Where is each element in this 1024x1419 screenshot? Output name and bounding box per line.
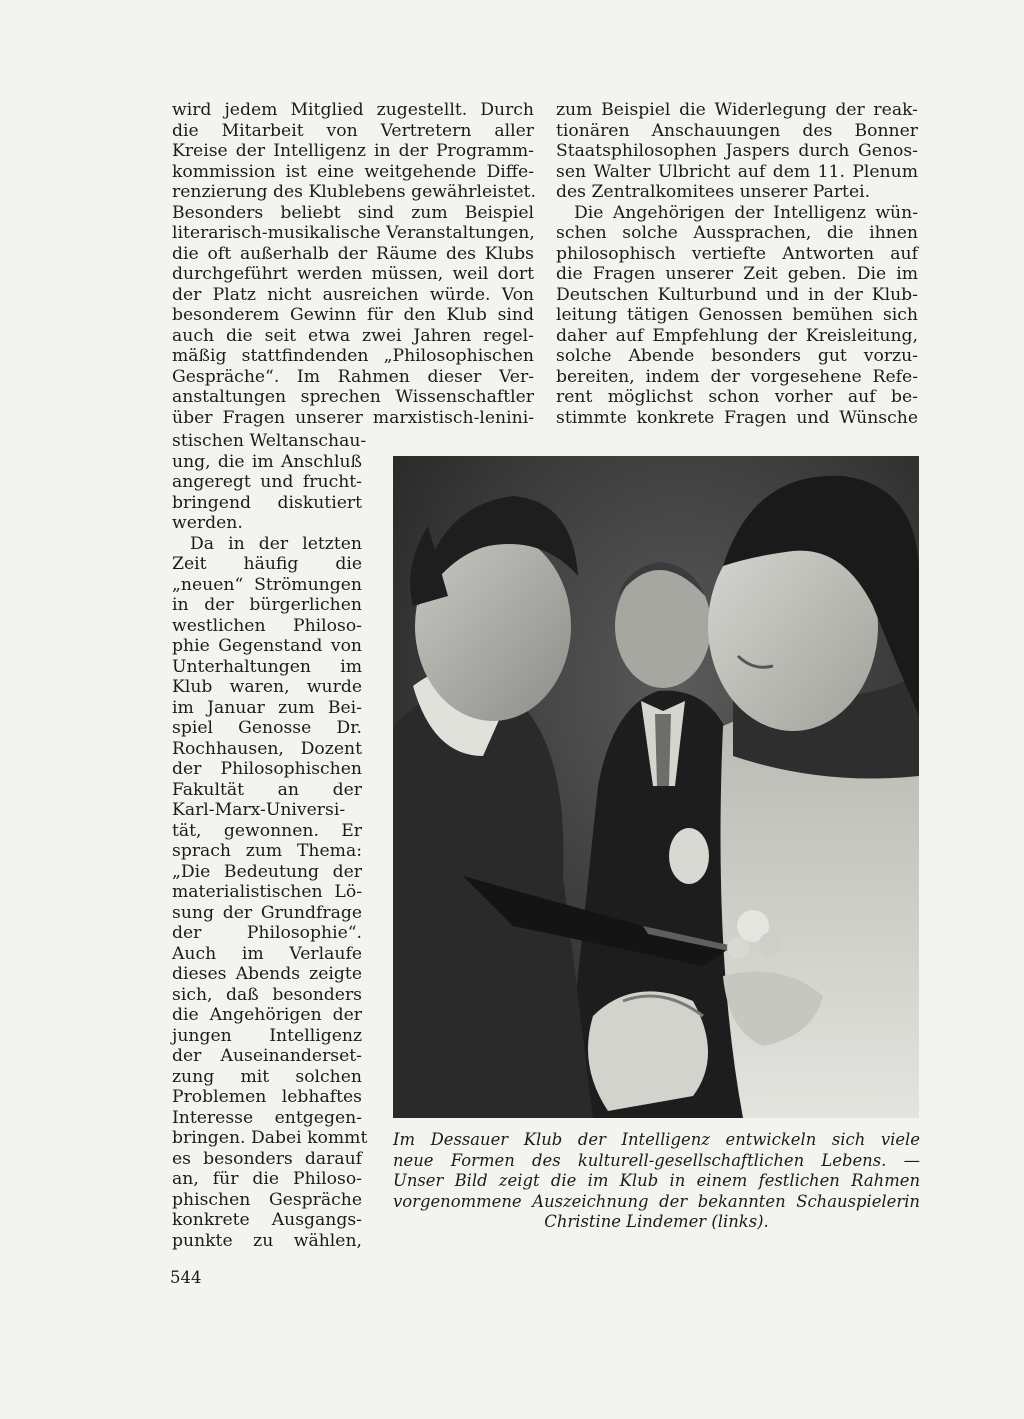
text-line: die Mitarbeit von Vertretern aller <box>172 120 534 141</box>
text-line: werden. <box>172 513 243 533</box>
text-line: solche Abende besonders gut vorzu- <box>556 346 918 366</box>
text-line: Zeit häufig die <box>172 554 362 574</box>
text-line: der Platz nicht ausreichen würde. Von <box>172 284 534 305</box>
text-line: punkte zu wählen, <box>172 1230 362 1251</box>
text-line: ung, die im Anschluß <box>172 451 362 472</box>
text-line: stischen Weltanschau- <box>172 431 367 451</box>
text-line: auch die seit etwa zwei Jahren regel- <box>172 325 534 346</box>
text-line: Gespräche“. Im Rahmen dieser Ver- <box>172 366 534 387</box>
text-line: Die Angehörigen der Intelligenz wün- <box>574 202 918 223</box>
text-line: die Fragen unserer Zeit geben. Die im <box>556 264 918 284</box>
text-line: Fakultät an der <box>172 779 362 800</box>
text-line: mäßig stattfindenden „Philosophischen <box>172 346 534 366</box>
left-column-text <box>172 100 534 428</box>
text-line: tät, gewonnen. Er <box>172 820 362 841</box>
text-line: sich, daß besonders <box>172 984 362 1005</box>
text-line: phischen Gespräche <box>172 1189 362 1210</box>
text-line: tionären Anschauungen des Bonner <box>556 120 918 141</box>
text-line: der Philosophischen <box>172 759 362 779</box>
text-line: leitung tätigen Genossen bemühen sich <box>556 305 918 325</box>
text-line: dieses Abends zeigte <box>172 964 362 984</box>
text-line: angeregt und frucht- <box>172 472 362 492</box>
left-narrow-column-text <box>172 431 368 1251</box>
text-line: phie Gegenstand von <box>172 636 362 656</box>
text-line: sung der Grundfrage <box>172 902 362 923</box>
text-line: über Fragen unserer marxistisch-lenini- <box>172 407 534 428</box>
text-line: die Angehörigen der <box>172 1005 362 1025</box>
text-line: in der bürgerlichen <box>172 595 362 615</box>
text-line: besonderem Gewinn für den Klub sind <box>172 305 534 325</box>
text-line: zum Beispiel die Widerlegung der reak- <box>556 100 918 120</box>
text-line: wird jedem Mitglied zugestellt. Durch <box>172 100 534 120</box>
text-line: Deutschen Kulturbund und in der Klub- <box>556 284 918 305</box>
text-line: sprach zum Thema: <box>172 841 362 861</box>
text-line: Interesse entgegen- <box>172 1107 362 1128</box>
text-line: Unterhaltungen im <box>172 656 362 677</box>
award-photo <box>393 456 919 1118</box>
text-line: „neuen“ Strömungen <box>172 574 362 595</box>
caption-line: Christine Lindemer (links). <box>544 1212 769 1231</box>
text-line: bringen. Dabei kommt <box>172 1128 368 1148</box>
text-line: literarisch-musikalische Veranstaltungen, <box>172 223 535 243</box>
right-column-text <box>556 100 918 428</box>
text-line: die oft außerhalb der Räume des Klubs <box>172 243 534 264</box>
text-line: bringend diskutiert <box>172 492 362 513</box>
text-line: Rochhausen, Dozent <box>172 738 362 759</box>
text-line: Klub waren, wurde <box>172 677 362 697</box>
caption-line: Unser Bild zeigt die im Klub in einem festlichen Rahmen <box>393 1171 920 1190</box>
text-line: renzierung des Klublebens gewährleistet. <box>172 182 536 202</box>
text-line: anstaltungen sprechen Wissenschaftler <box>172 387 534 407</box>
text-line: durchgeführt werden müssen, weil dort <box>172 264 534 284</box>
text-line: stimmte konkrete Fragen und Wünsche <box>556 407 918 428</box>
text-line: der Auseinanderset- <box>172 1046 362 1066</box>
text-line: kommission ist eine weitgehende Diffe- <box>172 161 534 182</box>
text-line: spiel Genosse Dr. <box>172 718 362 738</box>
text-line: Auch im Verlaufe <box>172 943 362 964</box>
text-line: des Zentralkomitees unserer Partei. <box>556 182 871 202</box>
text-line: konkrete Ausgangs- <box>172 1210 362 1230</box>
text-line: Karl-Marx-Universi- <box>172 800 346 820</box>
text-line: Problemen lebhaftes <box>172 1087 362 1107</box>
text-line: „Die Bedeutung der <box>172 861 362 882</box>
text-line: rent möglichst schon vorher auf be- <box>556 387 918 407</box>
text-line: Kreise der Intelligenz in der Programm- <box>172 141 534 161</box>
text-line: Da in der letzten <box>190 533 362 554</box>
text-line: es besonders darauf <box>172 1148 362 1169</box>
caption-line: neue Formen des kulturell-gesellschaftlichen Lebens. — <box>393 1150 920 1170</box>
text-line: materialistischen Lö- <box>172 882 362 902</box>
text-line: westlichen Philoso- <box>172 615 362 636</box>
text-line: an, für die Philoso- <box>172 1169 362 1189</box>
page-number: 544 <box>170 1268 202 1287</box>
photo-caption <box>393 1130 920 1233</box>
caption-line: vorgenommene Auszeichnung der bekannten Schauspielerin <box>393 1191 920 1211</box>
text-line: Besonders beliebt sind zum Beispiel <box>172 202 534 223</box>
caption-line: Im Dessauer Klub der Intelligenz entwickeln sich viele <box>393 1130 920 1149</box>
text-line: daher auf Empfehlung der Kreisleitung, <box>556 325 918 346</box>
text-line: Staatsphilosophen Jaspers durch Genos- <box>556 141 918 161</box>
text-line: der Philosophie“. <box>172 923 362 943</box>
text-line: im Januar zum Bei- <box>172 697 362 718</box>
text-line: sen Walter Ulbricht auf dem 11. Plenum <box>556 161 918 182</box>
text-line: jungen Intelligenz <box>172 1025 362 1046</box>
text-line: schen solche Aussprachen, die ihnen <box>556 223 918 243</box>
text-line: zung mit solchen <box>172 1066 362 1087</box>
text-line: philosophisch vertiefte Antworten auf <box>556 243 918 264</box>
text-line: bereiten, indem der vorgesehene Refe- <box>556 366 918 387</box>
